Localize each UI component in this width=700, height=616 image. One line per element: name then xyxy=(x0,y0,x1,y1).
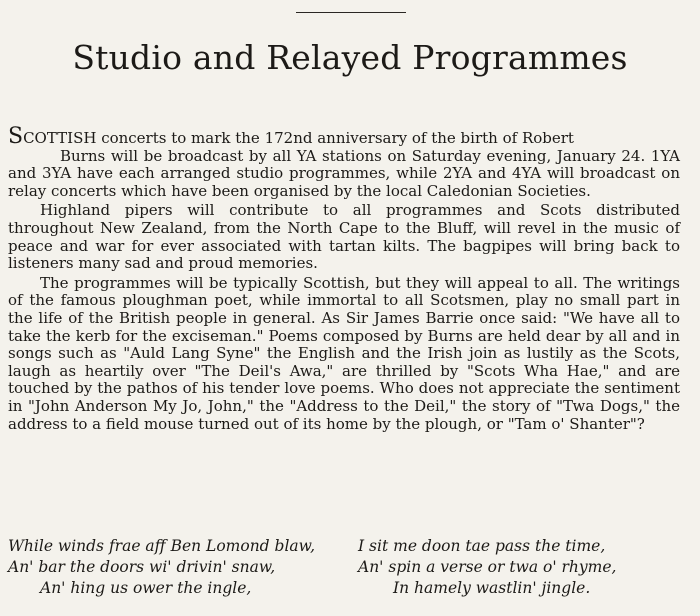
article-title: Studio and Relayed Programmes xyxy=(72,38,628,77)
verse-line-left-3: An' hing us ower the ingle, xyxy=(40,579,252,597)
paragraph-1 xyxy=(8,124,680,200)
paragraph-1-opening: COTTISH concerts to mark the 172nd anniversary of the birth of Robert xyxy=(23,129,574,147)
verse-line-left-2: An' bar the doors wi' drivin' snaw, xyxy=(8,558,276,576)
verse-line-right-1: I sit me doon tae pass the time, xyxy=(358,537,606,555)
top-rule xyxy=(296,12,406,13)
article-body xyxy=(8,124,680,433)
verse-line-right-2: An' spin a verse or twa o' rhyme, xyxy=(358,558,617,576)
verse-line-right-3: In hamely wastlin' jingle. xyxy=(393,579,591,597)
paragraph-3: The programmes will be typically Scottish, but they will appeal to all. The writings of the famous ploughman poet, while immortal to all Scotsmen, play no small part in the life of the British people in general. As Sir James Barrie once said: "We have all to take the kerb for the exciseman." Poems composed by Burns are held dear by all and in songs such as "Auld Lang Syne" the English and the Irish join as lustily as the Scots, laugh as heartily over "The Deil's Awa," are thrilled by "Scots Wha Hae," and are touched by the pathos of his tender love poems. Who does not appreciate the sentiment in "John Anderson My Jo, John," the "Address to the Deil," the story of "Twa Dogs," the address to a field mouse turned out of its home by the plough, or "Tam o' Shanter"? xyxy=(8,273,680,433)
drop-cap: S xyxy=(8,124,24,149)
verse-block xyxy=(0,536,700,616)
paragraph-1-first-line xyxy=(8,124,680,149)
paragraph-1-rest: Burns will be broadcast by all YA stations on Saturday evening, January 24. 1YA and 3YA have each arranged studio programmes, while 2YA and 4YA will broadcast on relay concerts which have been organised by the local Caledonian Societies. xyxy=(8,146,680,200)
paragraph-2: Highland pipers will contribute to all programmes and Scots distributed throughout New Zealand, from the North Cape to the Bluff, will revel in the music of peace and war for ever associated with tartan kilts. The bagpipes will bring back to listeners many sad and proud memories. xyxy=(8,201,680,273)
verse-line-left-1: While winds frae aff Ben Lomond blaw, xyxy=(8,537,316,555)
